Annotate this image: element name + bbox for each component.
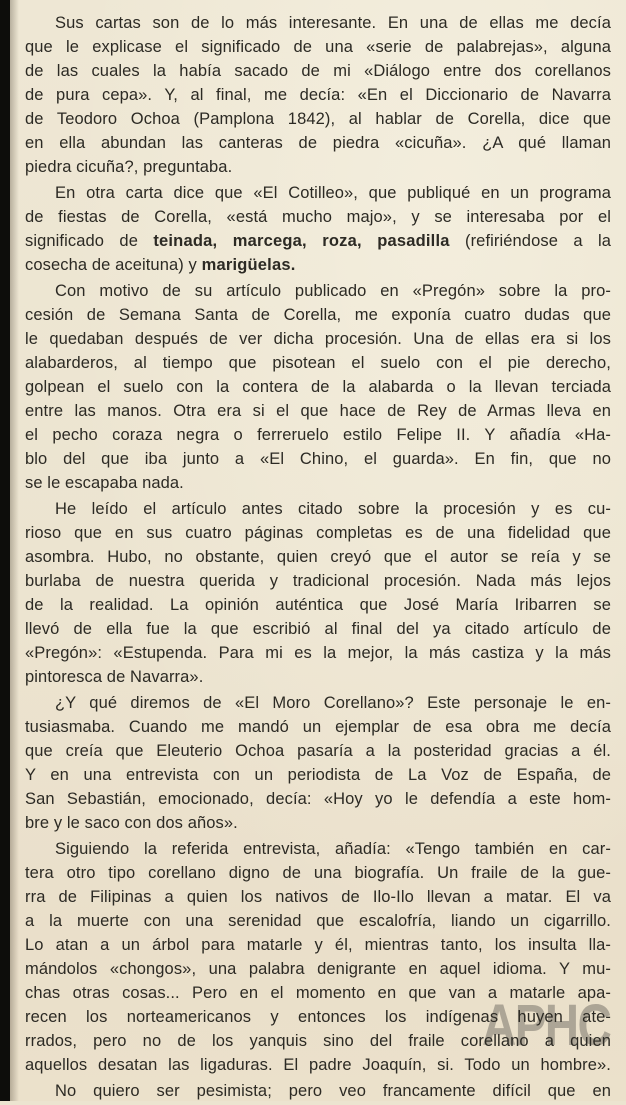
- text-line: le quedaban después de ver dicha procesión. Una de ellas era si los: [25, 330, 611, 348]
- text-line: asombra. Hubo, no obstante, quien creyó que el autor se reía y se: [25, 548, 611, 566]
- text-line: recen los norteamericanos y entonces los indígenas huyen ate-: [25, 1008, 611, 1026]
- text-line: alabarderos, al tiempo que pisotean el suelo con el pie derecho,: [25, 354, 611, 372]
- text-line: a la muerte con una serenidad que escalofría, liando un cigarrillo.: [25, 912, 611, 930]
- text-line: tusiasmaba. Cuando me mandó un ejemplar de esa obra me decía: [25, 718, 611, 736]
- text-line: entre las manos. Otra era si el que hace de Rey de Armas lleva en: [25, 402, 611, 420]
- text-line: mándolos «chongos», una palabra denigrante en aquel idioma. Y mu-: [25, 960, 611, 978]
- text-line: de la realidad. La opinión auténtica que José María Iribarren se: [25, 596, 611, 614]
- paragraph: [25, 837, 611, 1077]
- text-line: cosecha de aceituna) y marigüelas.: [25, 256, 296, 274]
- text-line: tera otro tipo corellano digno de una biografía. Un fraile de la gue-: [25, 864, 611, 882]
- text-line: burlaba de nuestra querida y tradicional procesión. Nada más lejos: [25, 572, 611, 590]
- paragraph: [25, 1079, 611, 1103]
- page-edge-shadow: [10, 0, 19, 1101]
- text-line: rra de Filipinas a quien los nativos de Ilo-Ilo llevan a matar. El va: [25, 888, 611, 906]
- text-line: golpean el suelo con la contera de la alabarda o la llevan terciada: [25, 378, 611, 396]
- text-line: que le explicase el significado de una «serie de palabrejas», alguna: [25, 38, 611, 56]
- text-line: que creía que Eleuterio Ochoa pasaría a la posteridad gracias a él.: [25, 742, 611, 760]
- text-line: piedra cicuña?, preguntaba.: [25, 158, 233, 176]
- text-line: San Sebastián, emocionado, decía: «Hoy yo le defendía a este hom-: [25, 790, 611, 808]
- paragraph: [25, 11, 611, 179]
- paragraph: [25, 691, 611, 835]
- text-line: pintoresca de Navarra».: [25, 668, 204, 686]
- text-line: Lo atan a un árbol para matarle y él, mientras tanto, los insulta lla-: [25, 936, 611, 954]
- paragraph: [25, 279, 611, 495]
- text-line: ¿Y qué diremos de «El Moro Corellano»? Este personaje le en-: [55, 694, 611, 712]
- text-line: bre y le saco con dos años».: [25, 814, 238, 832]
- text-line: «Pregón»: «Estupenda. Para mi es la mejor, la más castiza y la más: [25, 644, 611, 662]
- text-line: el pecho coraza negra o ferreruelo estilo Felipe II. Y añadía «Ha-: [25, 426, 611, 444]
- text-line: Y en una entrevista con un periodista de La Voz de España, de: [25, 766, 611, 784]
- text-line: En otra carta dice que «El Cotilleo», que publiqué en un programa: [55, 184, 611, 202]
- text-line: aquellos desatan las ligaduras. El padre Joaquín, si. Todo un hombre».: [25, 1056, 611, 1074]
- text-line: se le escapaba nada.: [25, 474, 184, 492]
- text-line: cesión de Semana Santa de Corella, me exponía cuatro dudas que: [25, 306, 611, 324]
- text-line: de Teodoro Ochoa (Pamplona 1842), al hablar de Corella, dice que: [25, 110, 611, 128]
- text-line: llevó de ella fue la que escribió al final del ya citado artículo de: [25, 620, 611, 638]
- text-line: Sus cartas son de lo más interesante. En una de ellas me decía: [55, 14, 611, 32]
- paragraph: [25, 497, 611, 689]
- text-line: Con motivo de su artículo publicado en «Pregón» sobre la pro-: [55, 282, 611, 300]
- text-line: Siguiendo la referida entrevista, añadía: «Tengo también en car-: [55, 840, 611, 858]
- text-line: chas otras cosas... Pero en el momento en que van a matarle apa-: [25, 984, 611, 1002]
- page-left-edge: [0, 0, 10, 1101]
- text-line: No quiero ser pesimista; pero veo francamente difícil que en: [55, 1082, 611, 1100]
- aphc-watermark: APHC: [482, 993, 611, 1058]
- text-line: de las cuales la había sacado de mi «Diálogo entre dos corellanos: [25, 62, 611, 80]
- text-line: significado de teinada, marcega, roza, pasadilla (refiriéndose a la: [25, 232, 611, 250]
- paragraph: [25, 181, 611, 277]
- text-block: [25, 11, 611, 1105]
- text-line: He leído el artículo antes citado sobre la procesión y es cu-: [55, 500, 611, 518]
- text-line: de fiestas de Corella, «está mucho majo», y se interesaba por el: [25, 208, 611, 226]
- text-line: blo del que iba junto a «El Chino, el guarda». En fin, que no: [25, 450, 611, 468]
- text-line: en ella abundan las canteras de piedra «cicuña». ¿A qué llaman: [25, 134, 611, 152]
- text-line: rioso que en sus cuatro páginas completas es de una fidelidad que: [25, 524, 611, 542]
- text-line: rrados, pero no de los yanquis sino del fraile corellano a quien: [25, 1032, 611, 1050]
- text-line: de pura cepa». Y, al final, me decía: «En el Diccionario de Navarra: [25, 86, 611, 104]
